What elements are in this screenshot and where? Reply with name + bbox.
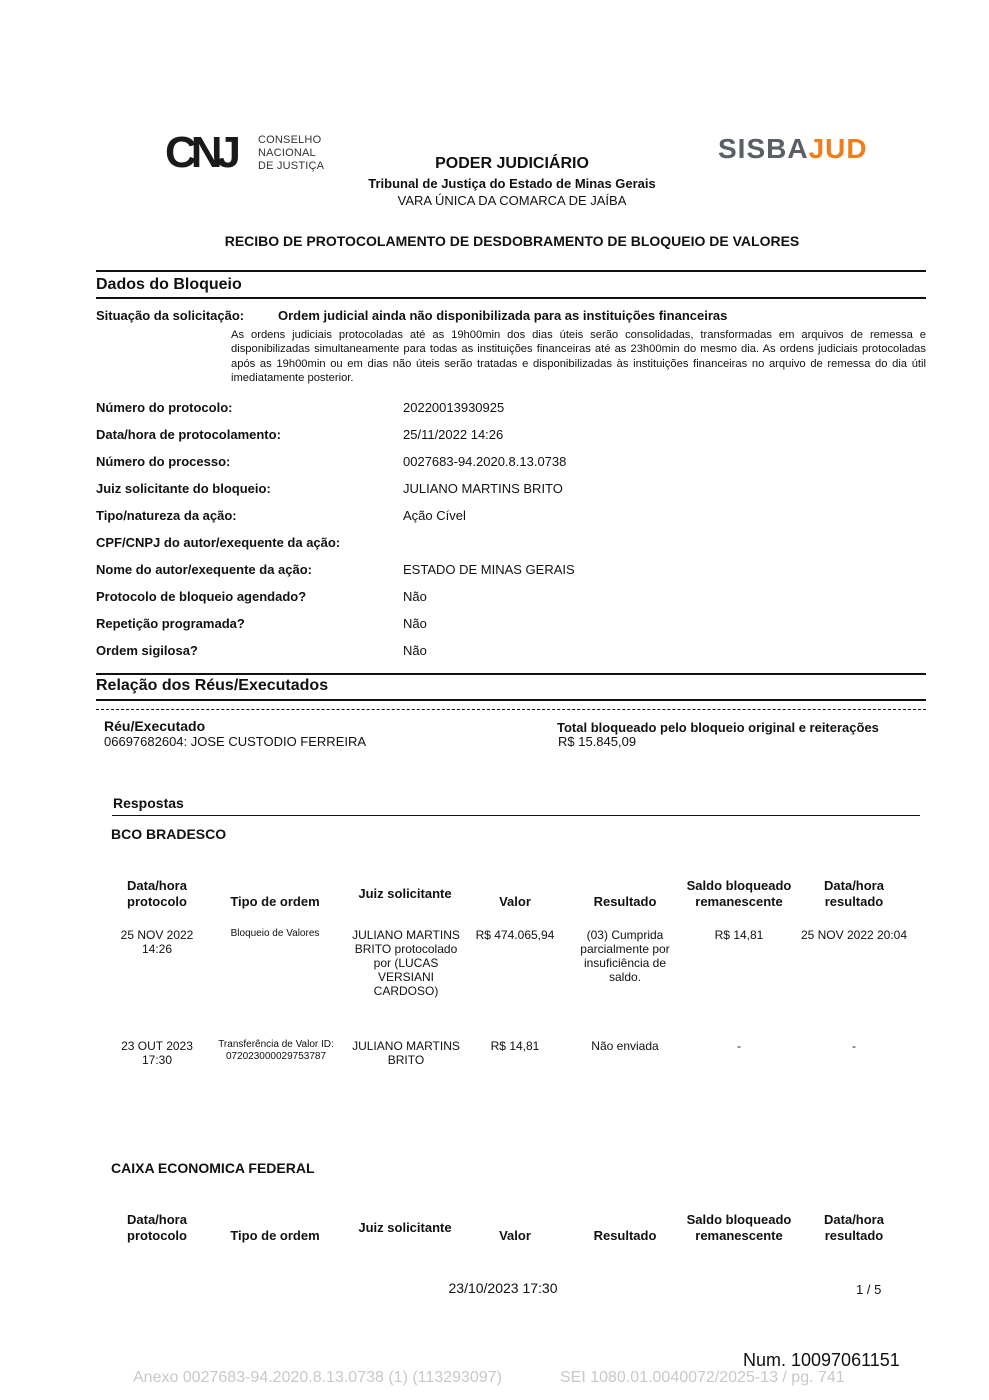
header-line: resultado: [824, 894, 884, 909]
sisbajud-logo-part2: JUD: [808, 133, 868, 164]
anexo-watermark: Anexo 0027683-94.2020.8.13.0738 (1) (113293097): [133, 1369, 502, 1386]
header-juiz: Juiz solicitante: [358, 886, 452, 901]
cnj-line-1: CONSELHO: [258, 134, 322, 146]
reu-label: Réu/Executado: [104, 718, 206, 734]
situacao-note: As ordens judiciais protocoladas até as 19h00min dos dias úteis serão consolidadas, transformadas em arquivos de remessa e disponibilizadas simultaneamente para todas as instituições financeiras até as 23h00min do mesmo dia. As ordens judiciais protocoladas após as 19h00min ou em dias não úteis serão tratadas e disponibilizadas às instituições financeiras no arquivo de remessa do dia útil imediatamente posterior.: [231, 329, 926, 384]
field-label: Juiz solicitante do bloqueio:: [96, 481, 271, 496]
total-bloqueado-value: R$ 15.845,09: [558, 734, 637, 749]
header-tipo: Tipo de ordem: [230, 1228, 320, 1243]
header-saldo: [679, 1212, 799, 1244]
header-line: Data/hora: [824, 878, 884, 893]
header-line: resultado: [824, 1228, 884, 1243]
cell-line: JULIANO MARTINS: [352, 1039, 460, 1053]
header-data-protocolo: [107, 1212, 207, 1244]
section-divider: [96, 297, 926, 299]
tribunal-name: Tribunal de Justiça do Estado de Minas Gerais: [368, 176, 656, 191]
vara-name: VARA ÚNICA DA COMARCA DE JAÍBA: [397, 193, 627, 208]
cell-line: saldo.: [608, 970, 642, 984]
field-label: Protocolo de bloqueio agendado?: [96, 589, 307, 604]
footer-date: 23/10/2023 17:30: [448, 1280, 558, 1296]
section-divider: [96, 699, 926, 701]
cell-line: 072023000029753787: [225, 1051, 327, 1062]
respostas-divider: [112, 815, 920, 816]
cell-tipo: [211, 928, 339, 940]
header-tipo: Tipo de ordem: [230, 894, 320, 909]
total-bloqueado-label: Total bloqueado pelo bloqueio original e reiterações: [557, 720, 879, 735]
header-line: Saldo bloqueado: [686, 878, 792, 893]
field-label: CPF/CNPJ do autor/exequente da ação:: [96, 535, 341, 550]
reu-value: 06697682604: JOSE CUSTODIO FERREIRA: [104, 734, 367, 749]
cell-line: 17:30: [141, 1053, 173, 1067]
cell-line: BRITO: [387, 1053, 425, 1067]
header-line: protocolo: [127, 894, 187, 909]
cell-line: CARDOSO): [373, 984, 439, 998]
cell-data-protocolo: [107, 1039, 207, 1067]
cell-line: (03) Cumprida: [586, 928, 664, 942]
cnj-line-2: NACIONAL: [258, 147, 316, 159]
document-title: RECIBO DE PROTOCOLAMENTO DE DESDOBRAMENTO DE BLOQUEIO DE VALORES: [224, 233, 800, 249]
cell-line: 25 NOV 2022: [120, 928, 194, 942]
header-line: Saldo bloqueado: [686, 1212, 792, 1227]
header-line: Data/hora: [824, 1212, 884, 1227]
cell-valor: R$ 474.065,94: [475, 928, 555, 942]
cell-line: Não enviada: [591, 1039, 659, 1053]
page-number: 1 / 5: [856, 1282, 882, 1297]
header-resultado: Resultado: [593, 894, 657, 909]
header-data-resultado: [804, 878, 904, 910]
cell-data-resultado: -: [852, 1039, 856, 1053]
cell-line: Bloqueio de Valores: [230, 928, 320, 939]
cell-line: parcialmente por: [580, 942, 670, 956]
situacao-label: Situação da solicitação:: [96, 308, 245, 323]
respostas-title: Respostas: [113, 795, 184, 811]
field-value: Não: [403, 616, 427, 631]
cell-resultado: [570, 928, 680, 984]
cell-line: BRITO protocolado: [354, 942, 458, 956]
field-label: Repetição programada?: [96, 616, 245, 631]
cnj-line-3: DE JUSTIÇA: [258, 160, 325, 172]
header-data-protocolo: [107, 878, 207, 910]
field-label: Ordem sigilosa?: [96, 643, 198, 658]
cell-line: VERSIANI: [377, 970, 434, 984]
bank-name: BCO BRADESCO: [111, 826, 227, 842]
header-line: Data/hora: [127, 878, 187, 893]
field-value: ESTADO DE MINAS GERAIS: [403, 562, 575, 577]
field-label: Nome do autor/exequente da ação:: [96, 562, 312, 577]
cell-line: 14:26: [141, 942, 173, 956]
section-divider: [96, 270, 926, 272]
reus-section-title: Relação dos Réus/Executados: [96, 677, 329, 694]
cell-resultado: [570, 1039, 680, 1053]
cell-line: 23 OUT 2023: [121, 1039, 193, 1053]
field-label: Data/hora de protocolamento:: [96, 427, 281, 442]
cell-juiz: [345, 1039, 467, 1067]
field-value: Não: [403, 643, 427, 658]
field-value: 20220013930925: [403, 400, 505, 415]
cell-juiz: [345, 928, 467, 998]
header-line: Data/hora: [127, 1212, 187, 1227]
header-saldo: [679, 878, 799, 910]
dados-section-title: Dados do Bloqueio: [96, 276, 242, 293]
sisbajud-logo-part1: SISBA: [718, 133, 809, 164]
field-label: Tipo/natureza da ação:: [96, 508, 237, 523]
field-value: 0027683-94.2020.8.13.0738: [403, 454, 567, 469]
sei-watermark: SEI 1080.01.0040072/2025-13 / pg. 741: [560, 1369, 845, 1386]
dashed-divider: [96, 709, 926, 710]
bank-name: CAIXA ECONOMICA FEDERAL: [111, 1160, 315, 1176]
header-resultado: Resultado: [593, 1228, 657, 1243]
cell-line: JULIANO MARTINS: [352, 928, 460, 942]
cell-data-protocolo: [107, 928, 207, 956]
field-label: Número do processo:: [96, 454, 231, 469]
header-line: remanescente: [695, 1228, 783, 1243]
cell-valor: R$ 14,81: [490, 1039, 540, 1053]
field-value: Não: [403, 589, 427, 604]
cell-tipo: [209, 1039, 343, 1063]
header-line: remanescente: [695, 894, 783, 909]
header-line: protocolo: [127, 1228, 187, 1243]
cell-line: insuficiência de: [583, 956, 667, 970]
header-valor: Valor: [499, 894, 531, 909]
header-valor: Valor: [499, 1228, 531, 1243]
document-number: Num. 10097061151: [743, 1350, 900, 1370]
cell-data-resultado: 25 NOV 2022 20:04: [800, 928, 908, 942]
cell-line: Transferência de Valor ID:: [218, 1039, 334, 1050]
cnj-mark: CNJ: [165, 128, 236, 177]
cell-saldo: R$ 14,81: [714, 928, 764, 942]
cell-line: por (LUCAS: [373, 956, 439, 970]
header-juiz: Juiz solicitante: [358, 1220, 452, 1235]
section-divider: [96, 673, 926, 675]
field-value: JULIANO MARTINS BRITO: [403, 481, 563, 496]
cell-saldo: -: [737, 1039, 741, 1053]
poder-judiciario-title: PODER JUDICIÁRIO: [435, 155, 589, 172]
header-data-resultado: [804, 1212, 904, 1244]
situacao-value: Ordem judicial ainda não disponibilizada para as instituições financeiras: [278, 308, 728, 323]
field-label: Número do protocolo:: [96, 400, 233, 415]
field-value: Ação Cível: [403, 508, 466, 523]
field-value: 25/11/2022 14:26: [403, 427, 504, 442]
